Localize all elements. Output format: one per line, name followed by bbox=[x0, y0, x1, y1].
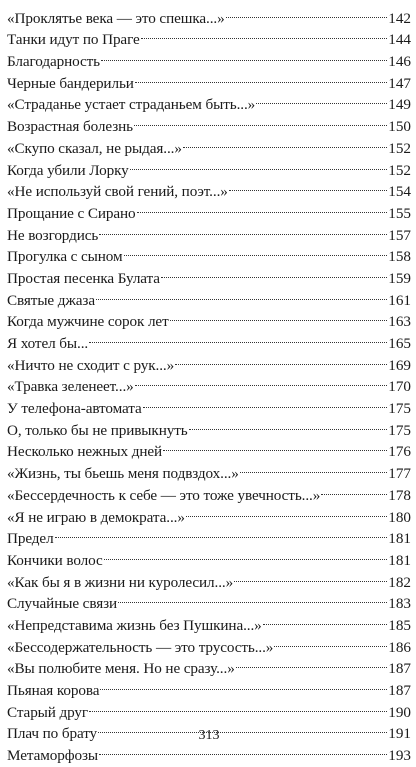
toc-entry-page: 170 bbox=[388, 378, 411, 396]
toc-entry-title: Старый друг bbox=[7, 703, 89, 721]
toc-entry-page: 190 bbox=[388, 703, 411, 721]
toc-entry-page: 181 bbox=[388, 530, 411, 548]
toc-entry-title: Случайные связи bbox=[7, 595, 118, 613]
toc-entry-title: «Проклятье века — это спешка...» bbox=[7, 9, 225, 27]
book-page bbox=[7, 0, 411, 765]
toc-entry-page: 161 bbox=[388, 291, 411, 309]
toc-dot-leader bbox=[183, 131, 387, 153]
toc-entry-title: «Ничто не сходит с рук...» bbox=[7, 356, 175, 374]
toc-entry-page: 178 bbox=[388, 486, 411, 504]
toc-entry-title: «Бессодержательность — это трусость...» bbox=[7, 638, 274, 656]
toc-entry-page: 185 bbox=[388, 616, 411, 634]
toc-dot-leader bbox=[135, 66, 387, 88]
toc-entry-title: У телефона-автомата bbox=[7, 400, 142, 418]
toc-entry-title: «Скупо сказал, не рыдая...» bbox=[7, 139, 182, 157]
toc-entry-title: Не возгордись bbox=[7, 226, 99, 244]
toc-dot-leader bbox=[189, 413, 388, 435]
toc-dot-leader bbox=[141, 23, 388, 45]
toc-entry-page: 158 bbox=[388, 248, 411, 266]
toc-dot-leader bbox=[256, 88, 387, 110]
toc-dot-leader bbox=[124, 240, 388, 262]
toc-dot-leader bbox=[234, 565, 387, 587]
table-of-contents bbox=[7, 1, 411, 765]
toc-entry-title: «Непредставима жизнь без Пушкина...» bbox=[7, 616, 262, 634]
toc-dot-leader bbox=[55, 522, 388, 544]
toc-dot-leader bbox=[96, 283, 387, 305]
toc-entry-page: 175 bbox=[388, 421, 411, 439]
toc-dot-leader bbox=[143, 391, 388, 413]
toc-entry-title: Несколько нежных дней bbox=[7, 443, 163, 461]
toc-entry-title: Я хотел бы... bbox=[7, 335, 89, 352]
toc-entry-title: «Страданье устает страданьем быть...» bbox=[7, 96, 256, 114]
toc-entry bbox=[7, 522, 411, 548]
toc-entry-page: 142 bbox=[388, 9, 411, 27]
toc-entry-page: 191 bbox=[388, 725, 411, 743]
toc-dot-leader bbox=[163, 435, 387, 457]
toc-entry-page: 186 bbox=[388, 638, 411, 656]
toc-entry-page: 152 bbox=[388, 139, 411, 157]
toc-entry-title: «Жизнь, ты бьешь меня подвздох...» bbox=[7, 465, 239, 483]
toc-dot-leader bbox=[274, 630, 387, 652]
toc-entry-page: 147 bbox=[388, 74, 411, 92]
toc-entry-title: Кончики волос bbox=[7, 551, 103, 569]
toc-entry-page: 193 bbox=[388, 747, 411, 765]
toc-entry-title: Предел bbox=[7, 530, 54, 548]
toc-entry-title: Танки идут по Праге bbox=[7, 31, 140, 49]
toc-dot-leader bbox=[100, 673, 387, 695]
toc-entry-page: 155 bbox=[388, 204, 411, 222]
toc-entry-page: 187 bbox=[388, 682, 411, 699]
toc-entry-title: Черные бандерильи bbox=[7, 74, 134, 92]
toc-dot-leader bbox=[236, 652, 388, 674]
toc-entry-title: Плач по брату bbox=[7, 725, 98, 743]
toc-dot-leader bbox=[130, 153, 388, 175]
toc-entry-page: 175 bbox=[388, 400, 411, 418]
toc-entry-title: Пьяная корова bbox=[7, 682, 100, 699]
toc-entry-page: 176 bbox=[388, 443, 411, 461]
toc-entry-title: «Не используй свой гений, поэт...» bbox=[7, 183, 228, 201]
toc-entry-title: Возрастная болезнь bbox=[7, 118, 133, 136]
toc-dot-leader bbox=[170, 305, 388, 327]
toc-entry bbox=[7, 543, 411, 569]
toc-dot-leader bbox=[99, 218, 387, 240]
toc-dot-leader bbox=[321, 478, 387, 500]
toc-dot-leader bbox=[226, 1, 388, 23]
toc-dot-leader bbox=[89, 695, 387, 717]
toc-entry-page: 187 bbox=[388, 660, 411, 678]
toc-entry-title: Прогулка с сыном bbox=[7, 248, 123, 266]
toc-entry-title: Когда убили Лорку bbox=[7, 161, 129, 179]
toc-entry-page: 177 bbox=[388, 465, 411, 483]
toc-entry-page: 169 bbox=[388, 356, 411, 374]
toc-dot-leader bbox=[240, 456, 388, 478]
toc-entry-title: «Травка зеленеет...» bbox=[7, 378, 134, 396]
toc-entry bbox=[7, 1, 411, 27]
toc-dot-leader bbox=[134, 109, 387, 131]
toc-entry-page: 150 bbox=[388, 118, 411, 136]
toc-entry-page: 157 bbox=[388, 226, 411, 244]
toc-entry-title: Простая песенка Булата bbox=[7, 269, 160, 287]
toc-dot-leader bbox=[229, 175, 387, 197]
toc-entry-title: «Я не играю в демократа...» bbox=[7, 508, 185, 526]
toc-dot-leader bbox=[89, 326, 387, 348]
toc-entry-page: 180 bbox=[388, 508, 411, 526]
toc-dot-leader bbox=[186, 500, 387, 522]
toc-entry-page: 152 bbox=[388, 161, 411, 179]
toc-entry-title: «Вы полюбите меня. Но не сразу...» bbox=[7, 660, 235, 678]
toc-entry-title: О, только бы не привыкнуть bbox=[7, 421, 188, 439]
toc-entry-title: Святые джаза bbox=[7, 291, 95, 309]
toc-entry-page: 182 bbox=[388, 573, 411, 591]
toc-dot-leader bbox=[104, 543, 388, 565]
toc-entry-title: Метаморфозы bbox=[7, 747, 98, 765]
toc-entry-title: Когда мужчине сорок лет bbox=[7, 313, 169, 331]
toc-entry-page: 181 bbox=[388, 551, 411, 569]
page-number: 313 bbox=[198, 728, 220, 743]
toc-dot-leader bbox=[135, 370, 388, 392]
toc-dot-leader bbox=[161, 261, 387, 283]
toc-dot-leader bbox=[118, 587, 387, 609]
toc-dot-leader bbox=[101, 44, 387, 66]
toc-entry-title: «Бессердечность к себе — это тоже увечность...» bbox=[7, 486, 321, 504]
toc-entry-page: 146 bbox=[388, 53, 411, 71]
toc-entry-title: «Как бы я в жизни ни куролесил...» bbox=[7, 573, 234, 591]
toc-entry-page: 154 bbox=[388, 183, 411, 201]
toc-entry-page: 163 bbox=[388, 313, 411, 331]
toc-dot-leader bbox=[263, 608, 388, 630]
toc-entry-page: 159 bbox=[388, 269, 411, 287]
toc-entry-page: 149 bbox=[388, 96, 411, 114]
toc-entry-title: Благодарность bbox=[7, 53, 101, 71]
toc-entry-page: 144 bbox=[388, 31, 411, 49]
toc-entry-title: Прощание с Сирано bbox=[7, 204, 136, 222]
toc-dot-leader bbox=[137, 196, 388, 218]
toc-dot-leader bbox=[175, 348, 387, 370]
toc-entry-page: 165 bbox=[388, 335, 411, 352]
toc-entry-page: 183 bbox=[388, 595, 411, 613]
